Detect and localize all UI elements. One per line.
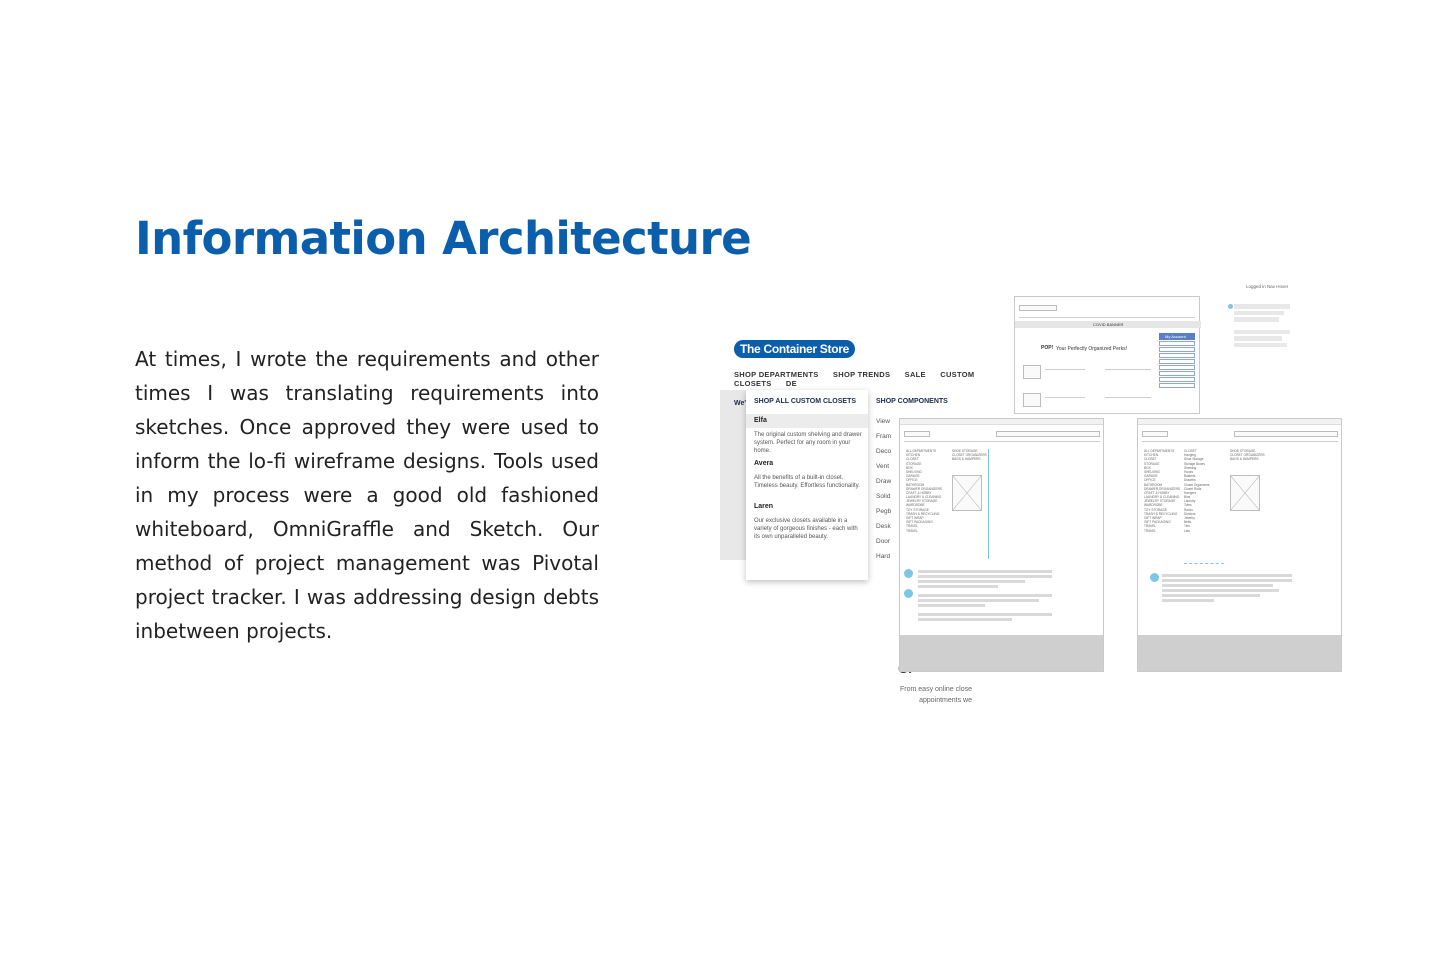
nav-shop-departments[interactable]: SHOP DEPARTMENTS [734,370,819,379]
left-peek-text: We' [734,400,747,407]
wireframe-note-title: Logged in Nav Hover [1246,284,1289,289]
closets-subtext: From easy online close appointments we [900,686,972,704]
component-item[interactable]: Pegb [876,508,892,515]
closet-avera[interactable]: Avera [754,460,774,467]
wireframe-nav-hover-1: ALL DEPARTMENTS KITCHEN CLOSET STORAGE BOX SHELVING GARAGE OFFICE BATHROOM DRAWER ORGANIZERS CRAFT & HOBBY LAUNDRY & CLEANING JEWELRY STORAGE WARDROBE TOY STORAGE TRASH & RECYCLING GIFT WRAP GIFT PACKAGING TRAVEL TRAVEL SHOE STORAGE CLOSET ORGANIZERS BAGS & HAMPERS [899,418,1104,672]
dropdown-header: SHOP ALL CUSTOM CLOSETS [754,398,857,405]
page-title: Information Architecture [135,212,751,265]
wireframe-collage [700,270,1360,704]
nav-more[interactable]: DE [785,379,797,388]
component-item[interactable]: Vent [876,463,890,470]
component-item[interactable]: Hard [876,553,891,560]
my-account-label: My Account [1165,334,1186,339]
component-item[interactable]: Desk [876,523,891,530]
perks-heading: Your Perfectly Organized Perks! [1056,346,1127,352]
nav-sale[interactable]: SALE [904,370,926,379]
component-item[interactable]: Fram [876,433,892,440]
nav-custom-closets[interactable]: CUSTOM CLOSETS [734,370,975,388]
pop-label: POP! [1041,345,1054,351]
top-nav [734,370,1020,388]
covid-banner-label: COVID BANNER [1093,322,1124,327]
component-item[interactable]: Solid [876,493,891,500]
component-item[interactable]: View [876,418,890,425]
component-item[interactable]: Draw [876,478,892,485]
closet-elfa-desc: The original custom shelving and drawer system. Perfect for any room in your home. [754,432,862,454]
custom-closets-dropdown [746,390,868,580]
wireframe-logged-in [1014,296,1200,414]
wireframe-nav-hover-2: ALL DEPARTMENTS KITCHEN CLOSET STORAGE BOX SHELVING GARAGE OFFICE BATHROOM DRAWER ORGANIZERS CRAFT & HOBBY LAUNDRY & CLEANING JEWELRY STORAGE WARDROBE TOY STORAGE TRASH & RECYCLING GIFT WRAP GIFT PACKAGING TRAVEL TRAVEL CLOSET Hanging Shoe Storage Storage Boxes Shelving Hooks Baskets Drawers Closet Organizers Closet Rods Hangers Bins Laundry Totes Racks Dividers Jewelry Belts Ties Lids SHOE STORAGE CLOSET ORGANIZERS BAGS & HAMPERS [1137,418,1342,672]
closet-laren[interactable]: Laren [754,503,774,510]
closet-elfa[interactable]: Elfa [754,417,767,424]
nav-shop-trends[interactable]: SHOP TRENDS [832,370,891,379]
container-store-logo: The Container Store [734,340,855,358]
closet-avera-desc: All the benefits of a built-in closet. Timeless beauty. Effortless functionality. [754,475,860,489]
closet-laren-desc: Our exclusive closets available in a variety of gorgeous finishes - each with its own unparalleled beauty. [754,518,858,540]
components-header: SHOP COMPONENTS [876,398,948,405]
body-paragraph: At times, I wrote the requirements and other times I was translating requirements into sketches. Once approved they were used to inform the lo-fi wireframe designs. Tools used in my process were a good old fashioned whiteboard, OmniGraffle and Sketch. Our method of project management was Pivotal project tracker. I was addressing design debts inbetween projects. [135,347,599,643]
component-item[interactable]: Deco [876,448,892,455]
component-item[interactable]: Door [876,538,891,545]
